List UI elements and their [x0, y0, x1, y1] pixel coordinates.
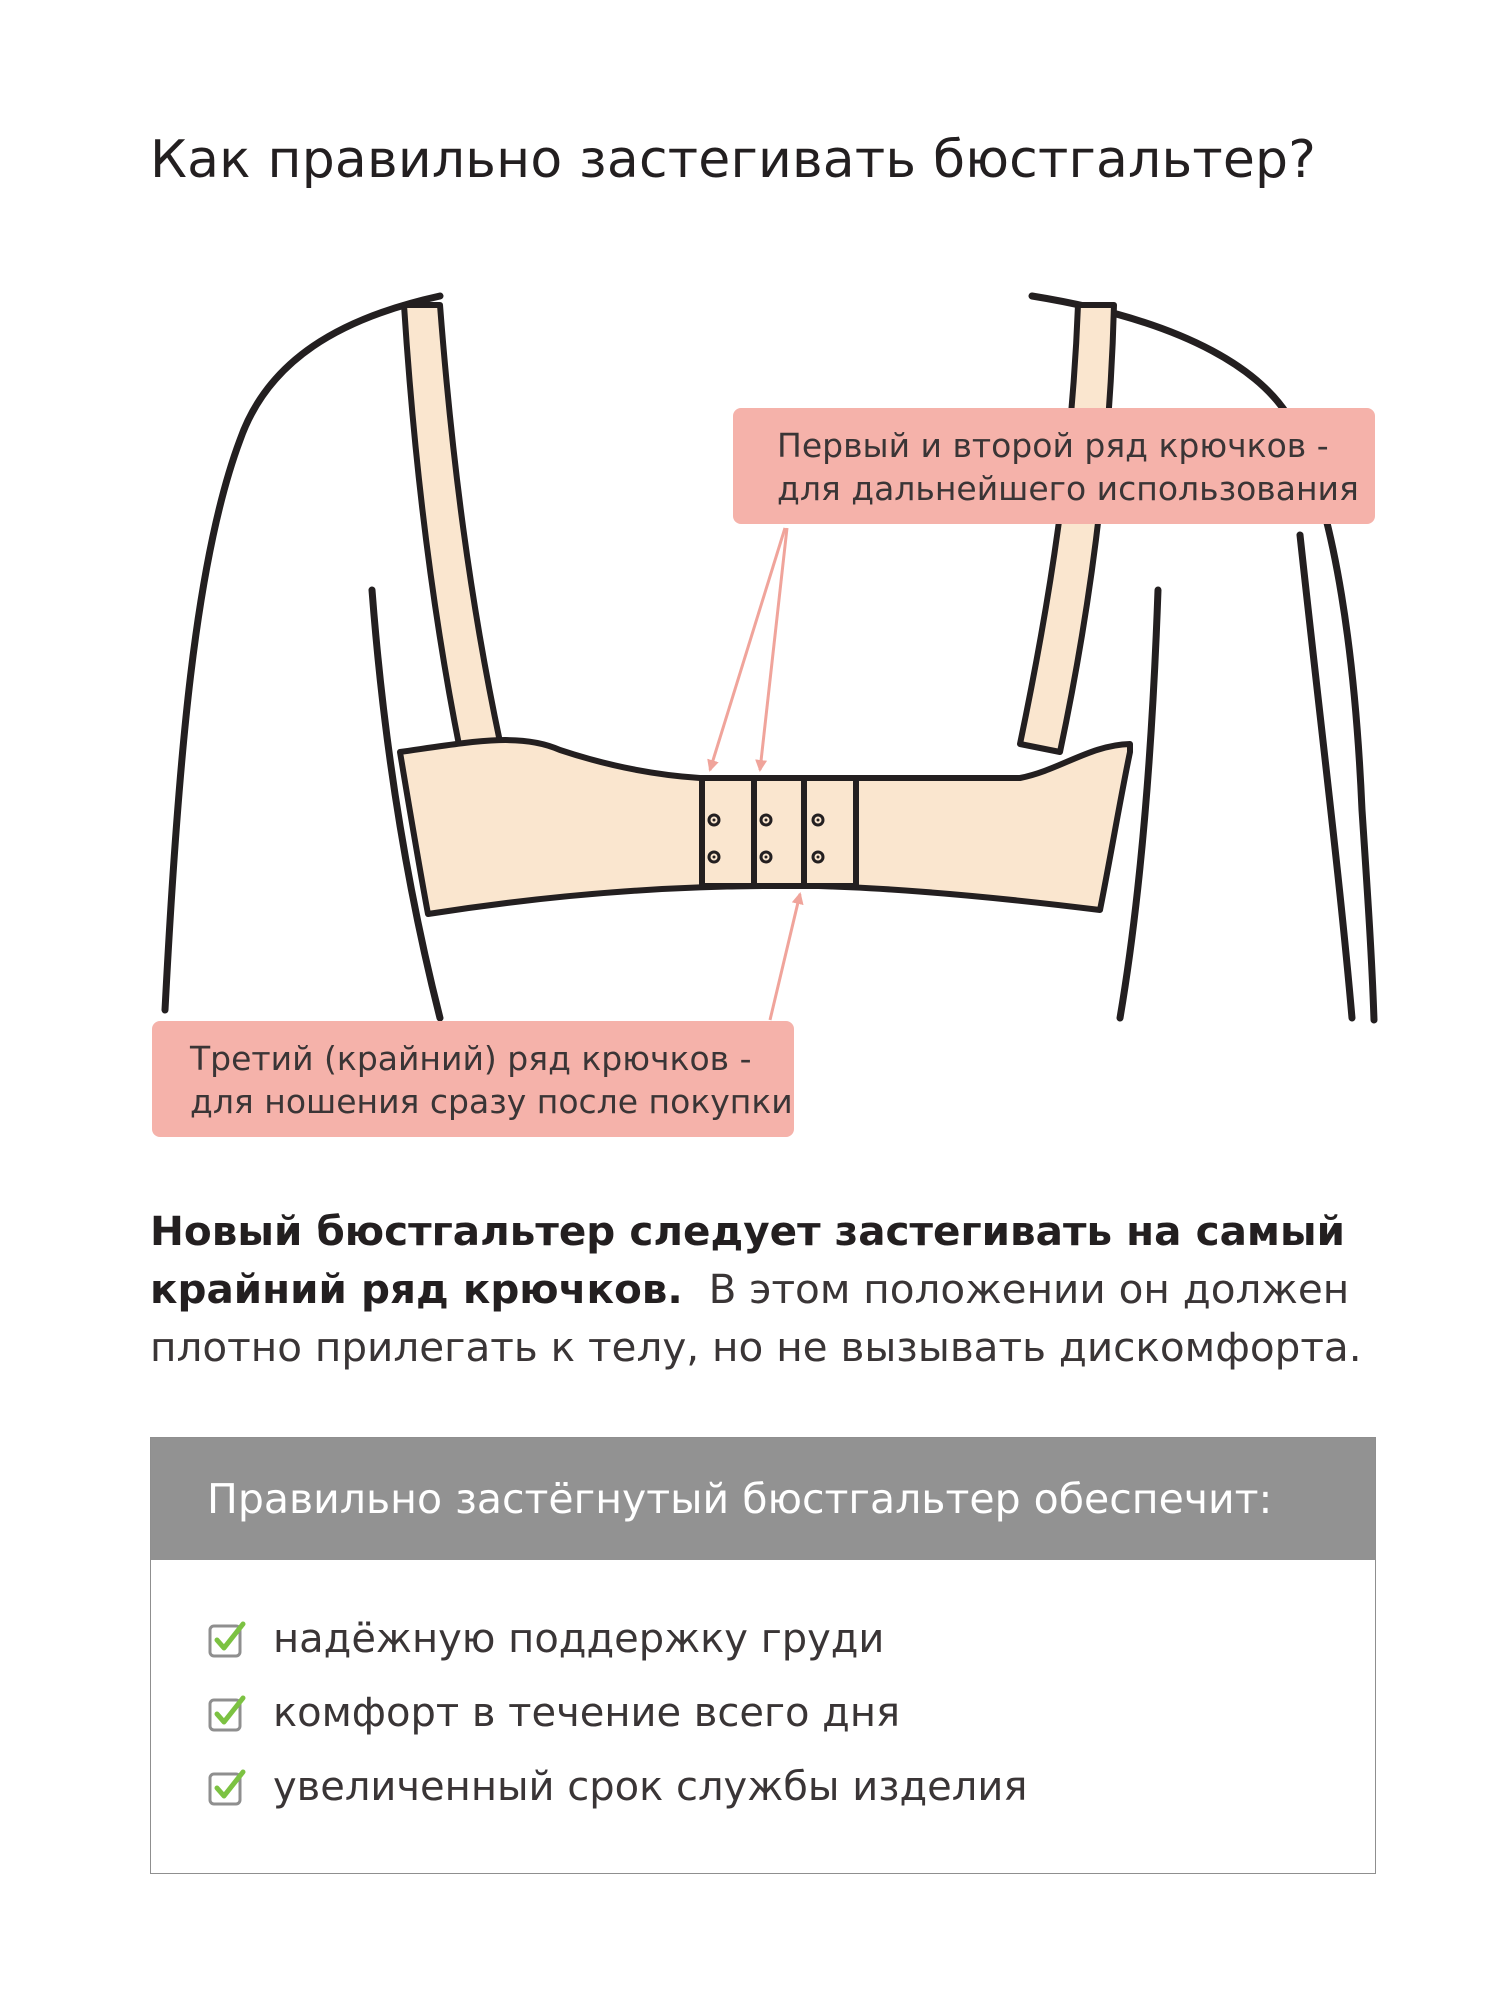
- callout-top-line-1: Первый и второй ряд крючков -: [777, 426, 1329, 465]
- callout-first-second-row: [733, 408, 1375, 524]
- list-item: [207, 1602, 1375, 1676]
- right-strap: [1020, 305, 1114, 752]
- benefits-list: [151, 1560, 1375, 1824]
- body-outline: [165, 296, 1374, 1020]
- checkbox-checked-icon: [207, 1619, 247, 1659]
- intro-line-2: [150, 1260, 1410, 1318]
- benefits-box: [150, 1437, 1376, 1874]
- intro-regular-text-2: плотно прилегать к телу, но не вызывать дискомфорта.: [150, 1323, 1362, 1371]
- callout-bottom-line-2: для ношения сразу после покупки: [190, 1082, 793, 1121]
- intro-bold-text-1: Новый бюстгальтер следует застегивать на самый: [150, 1207, 1346, 1255]
- benefit-label: надёжную поддержку груди: [273, 1616, 885, 1662]
- benefit-label: увеличенный срок службы изделия: [273, 1764, 1028, 1810]
- intro-line-1: [150, 1202, 1410, 1260]
- hook-column-3: [804, 778, 856, 886]
- left-strap: [404, 305, 500, 750]
- hook-column-1: [702, 778, 754, 886]
- intro-regular-text-1: В этом положении он должен: [708, 1265, 1350, 1313]
- intro-bold-text-2: крайний ряд крючков.: [150, 1265, 683, 1313]
- callout-top-line-2: для дальнейшего использования: [777, 469, 1359, 508]
- callout-arrows: [710, 528, 800, 1020]
- hook-eye-panel: [702, 778, 856, 886]
- benefit-label: комфорт в течение всего дня: [273, 1690, 901, 1736]
- intro-line-3: [150, 1318, 1410, 1376]
- right-torso-line: [1120, 590, 1158, 1018]
- arrow-to-hook-row-3: [770, 894, 800, 1020]
- intro-paragraph: [150, 1202, 1410, 1376]
- bra-straps: [404, 305, 1114, 752]
- checkbox-checked-icon: [207, 1693, 247, 1733]
- hook-column-2: [754, 778, 804, 886]
- benefits-header: Правильно застёгнутый бюстгальтер обеспечит:: [151, 1438, 1375, 1560]
- list-item: [207, 1676, 1375, 1750]
- callout-third-row: [152, 1021, 794, 1137]
- callout-bottom-line-1: Третий (крайний) ряд крючков -: [190, 1039, 752, 1078]
- page-title: Как правильно застегивать бюстгальтер?: [150, 130, 1317, 190]
- checkbox-checked-icon: [207, 1767, 247, 1807]
- left-shoulder-arm-line: [165, 296, 440, 1010]
- list-item: [207, 1750, 1375, 1824]
